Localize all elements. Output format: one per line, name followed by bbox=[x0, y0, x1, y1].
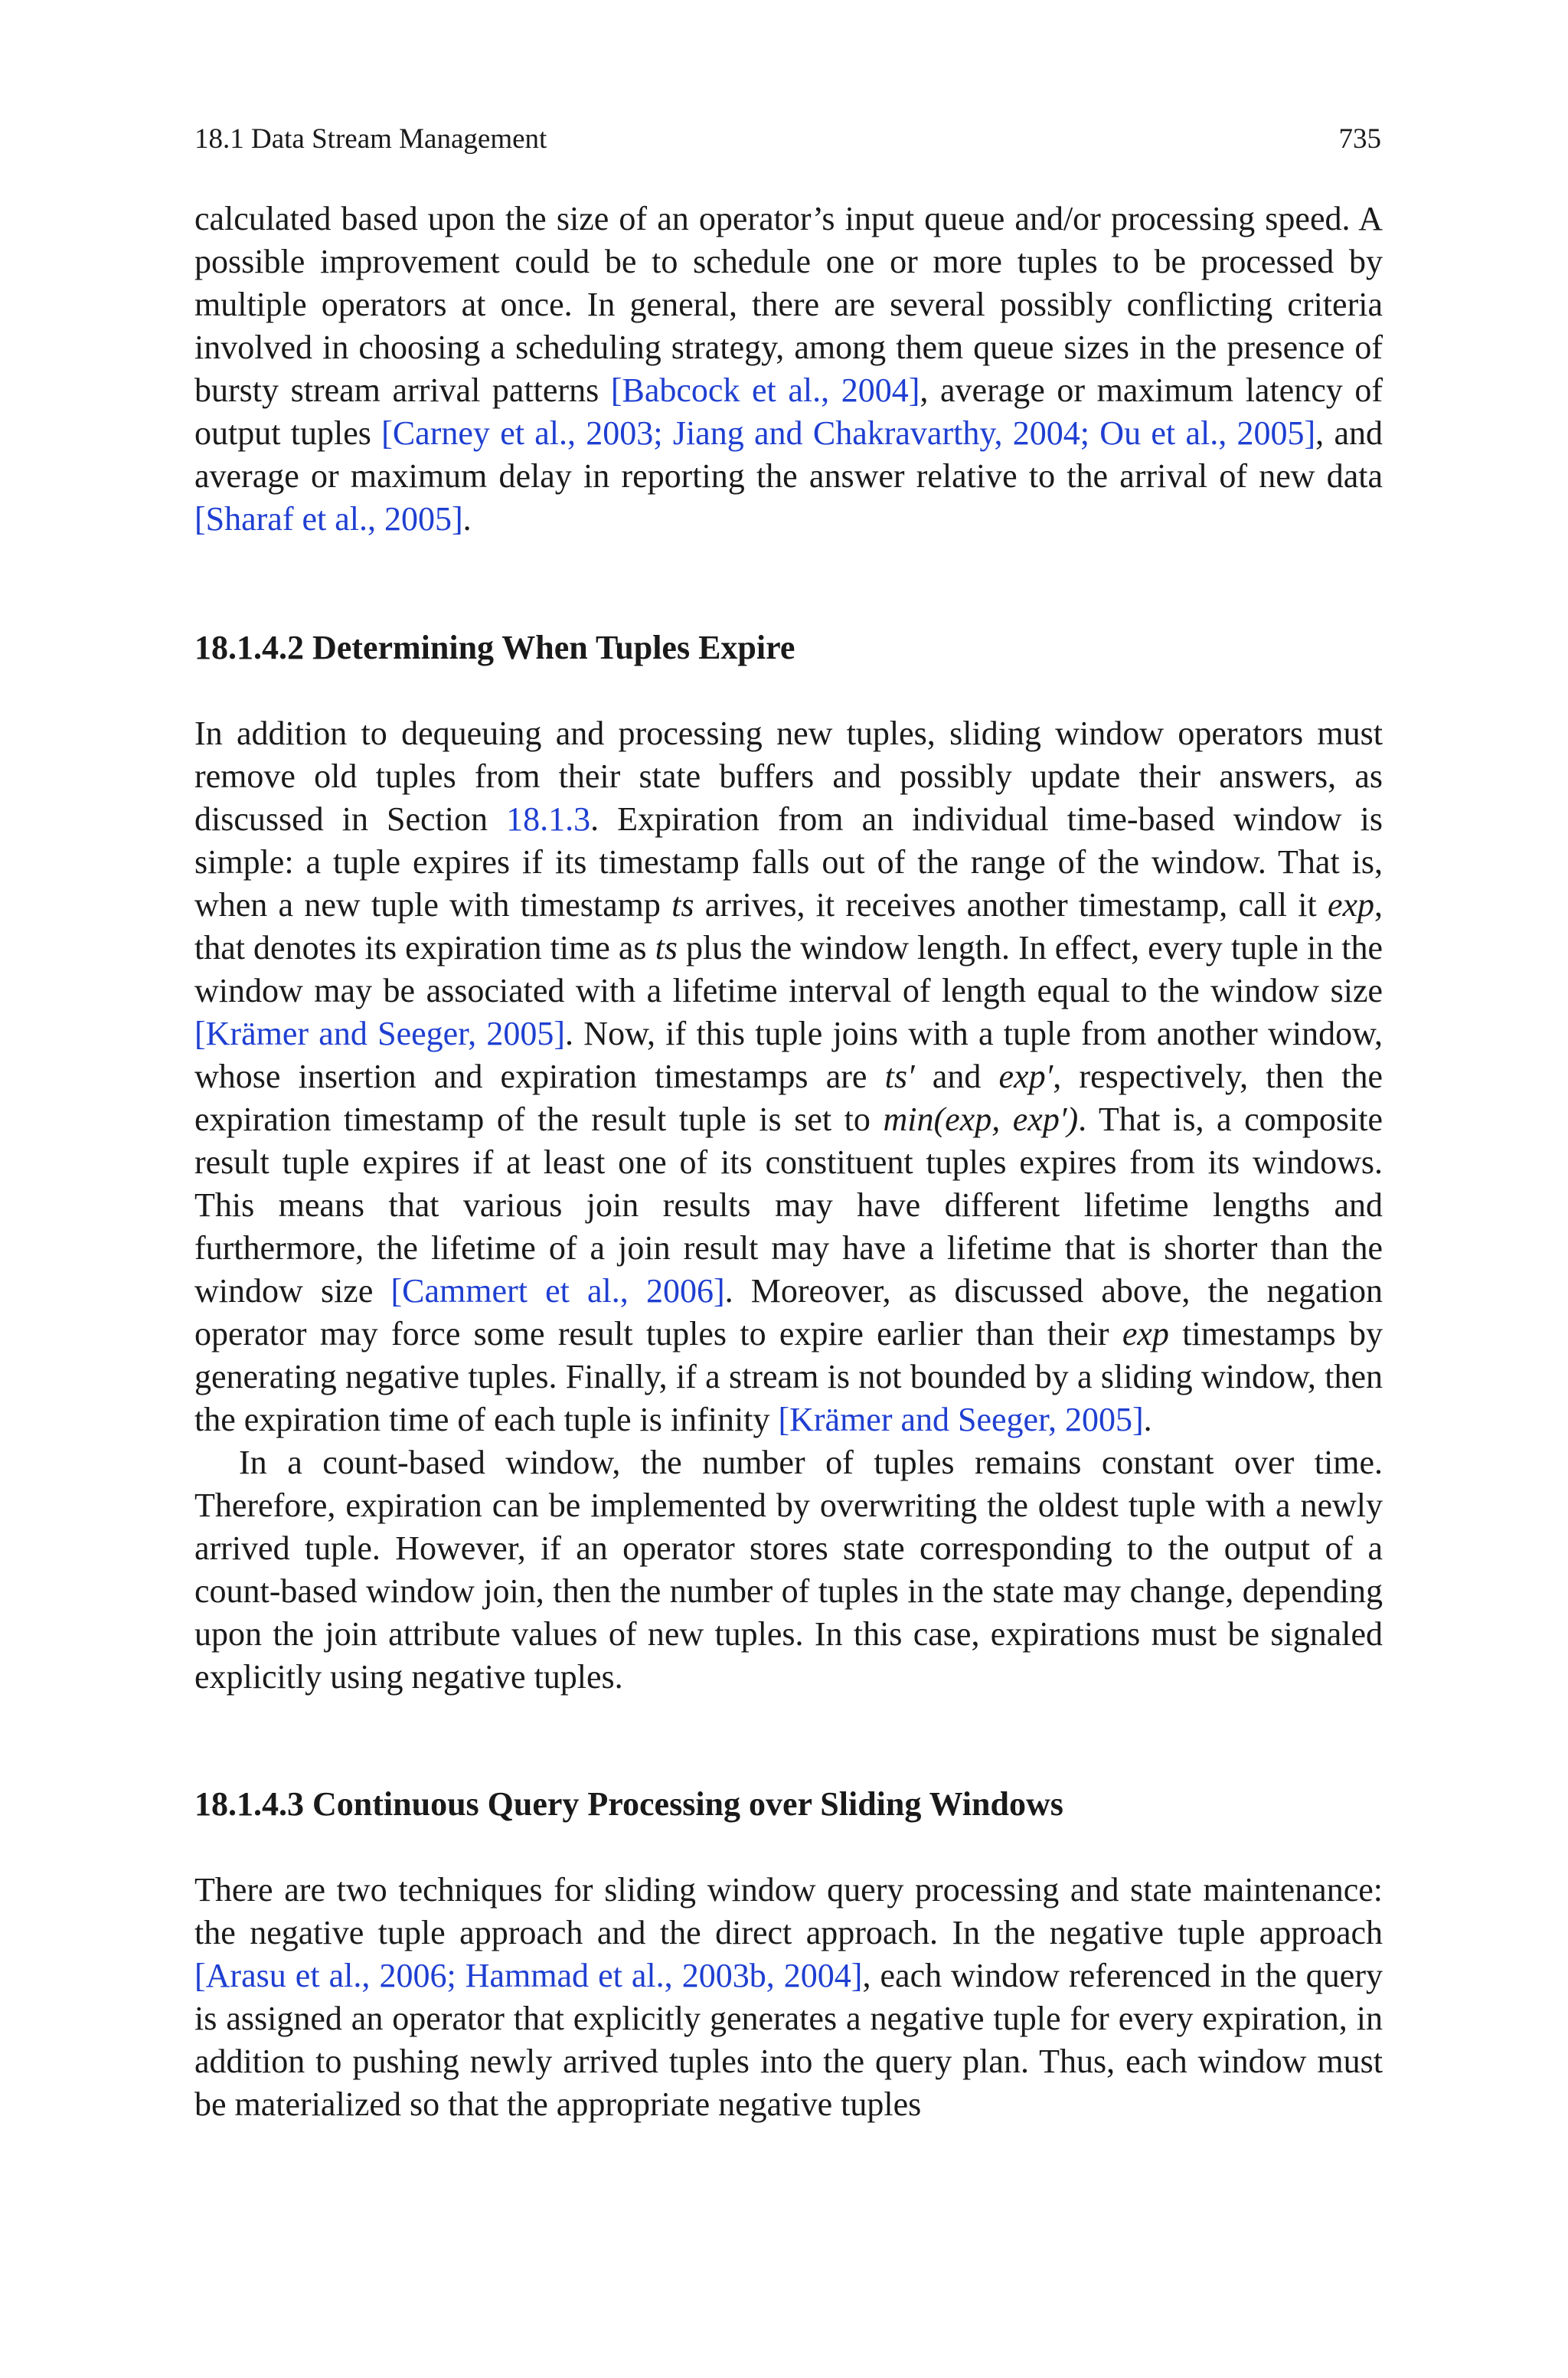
section-1-paragraph-2: In a count-based window, the number of tuples remains constant over time. Therefore, expiration can be implemented by overwriting the oldest tuple with a newly arrived tuple. However, if an operator stores state corresponding to the output of a count-based window join, then the number of tuples in the state may change, depending upon the join attribute values of new tuples. In this case, expirations must be signaled explicitly using negative tuples. bbox=[194, 1444, 1383, 1696]
math-ts: ts bbox=[671, 886, 694, 924]
section-2-paragraph-1 bbox=[194, 1869, 1383, 2126]
text-run: , average or maximum latency of output tuples bbox=[194, 371, 1383, 452]
citation-link[interactable]: [Krämer and Seeger, 2005] bbox=[194, 1015, 566, 1052]
citation-link[interactable]: [Krämer and Seeger, 2005] bbox=[778, 1401, 1144, 1438]
text-run: . Now, if this tuple joins with a tuple from another window, whose insertion and expiration timestamps are bbox=[194, 1015, 1383, 1095]
text-run: . Moreover, as discussed above, the negation operator may force some result tuples to expire earlier than their bbox=[194, 1272, 1383, 1353]
citation-link[interactable]: [Carney et al., 2003; Jiang and Chakravarthy, 2004; Ou et al., 2005] bbox=[381, 414, 1316, 452]
text-run: In addition to dequeuing and processing new tuples, sliding window operators must remove old tuples from their state buffers and possibly update their answers, as discussed in Section bbox=[194, 715, 1383, 838]
citation-link[interactable]: [Cammert et al., 2006] bbox=[390, 1272, 725, 1310]
intro-paragraph-block bbox=[194, 198, 1383, 541]
section-1-body bbox=[194, 712, 1383, 1699]
text-run: There are two techniques for sliding window query processing and state maintenance: the negative tuple approach and the direct approach. In the negative tuple approach bbox=[194, 1871, 1383, 1951]
section-2-body bbox=[194, 1869, 1383, 2126]
text-run: , and average or maximum delay in reporting the answer relative to the arrival of new data bbox=[194, 414, 1383, 495]
math-exp: exp bbox=[1122, 1315, 1169, 1353]
running-head bbox=[194, 123, 1381, 155]
page-number: 735 bbox=[1338, 123, 1381, 155]
section-heading-18-1-4-2: 18.1.4.2 Determining When Tuples Expire bbox=[194, 629, 795, 666]
intro-paragraph bbox=[194, 198, 1383, 541]
section-cross-reference[interactable]: 18.1.3 bbox=[506, 800, 591, 838]
section-heading-18-1-4-3: 18.1.4.3 Continuous Query Processing over Sliding Windows bbox=[194, 1785, 1063, 1823]
math-exp-prime: exp′ bbox=[998, 1058, 1054, 1095]
text-run: timestamps by generating negative tuples. Finally, if a stream is not bounded by a sliding window, then the expiration time of each tuple is infinity bbox=[194, 1315, 1383, 1438]
text-run: , each window referenced in the query is assigned an operator that explicitly generates a negative tuple for every expiration, in addition to pushing newly arrived tuples into the query plan. Thus, each window must be materialized so that the appropriate negative tuples bbox=[194, 1957, 1383, 2123]
math-exp: exp bbox=[1327, 886, 1374, 924]
text-run: . bbox=[462, 500, 472, 538]
text-run: arrives, it receives another timestamp, call it bbox=[694, 886, 1328, 924]
text-run: . Expiration from an individual time-based window is simple: a tuple expires if its timestamp falls out of the range of the window. That is, when a new tuple with timestamp bbox=[194, 800, 1383, 924]
math-ts-prime: ts′ bbox=[884, 1058, 915, 1095]
citation-link[interactable]: [Babcock et al., 2004] bbox=[610, 371, 920, 409]
math-min-expression: min(exp, exp′) bbox=[883, 1101, 1079, 1138]
math-ts: ts bbox=[655, 929, 678, 967]
text-run: , that denotes its expiration time as bbox=[194, 886, 1383, 967]
citation-link[interactable]: [Arasu et al., 2006; Hammad et al., 2003b, 2004] bbox=[194, 1957, 863, 1994]
text-run: plus the window length. In effect, every tuple in the window may be associated with a lifetime interval of length equal to the window size bbox=[194, 929, 1383, 1009]
citation-link[interactable]: [Sharaf et al., 2005] bbox=[194, 500, 463, 538]
text-run: and bbox=[914, 1058, 999, 1095]
section-1-paragraph-1 bbox=[194, 712, 1383, 1441]
text-run: . That is, a composite result tuple expires if at least one of its constituent tuples expires from its windows. This means that various join results may have different lifetime lengths and furthermore, the lifetime of a join result may have a lifetime that is shorter than the window size bbox=[194, 1101, 1383, 1310]
text-run: , respectively, then the expiration timestamp of the result tuple is set to bbox=[194, 1058, 1383, 1138]
text-run: . bbox=[1143, 1401, 1152, 1438]
running-head-section: 18.1 Data Stream Management bbox=[194, 123, 547, 155]
text-run: calculated based upon the size of an operator’s input queue and/or processing speed. A possible improvement could be to schedule one or more tuples to be processed by multiple operators at once. In general, there are several possibly conflicting criteria involved in choosing a scheduling strategy, among them queue sizes in the presence of bursty stream arrival patterns bbox=[194, 200, 1383, 409]
